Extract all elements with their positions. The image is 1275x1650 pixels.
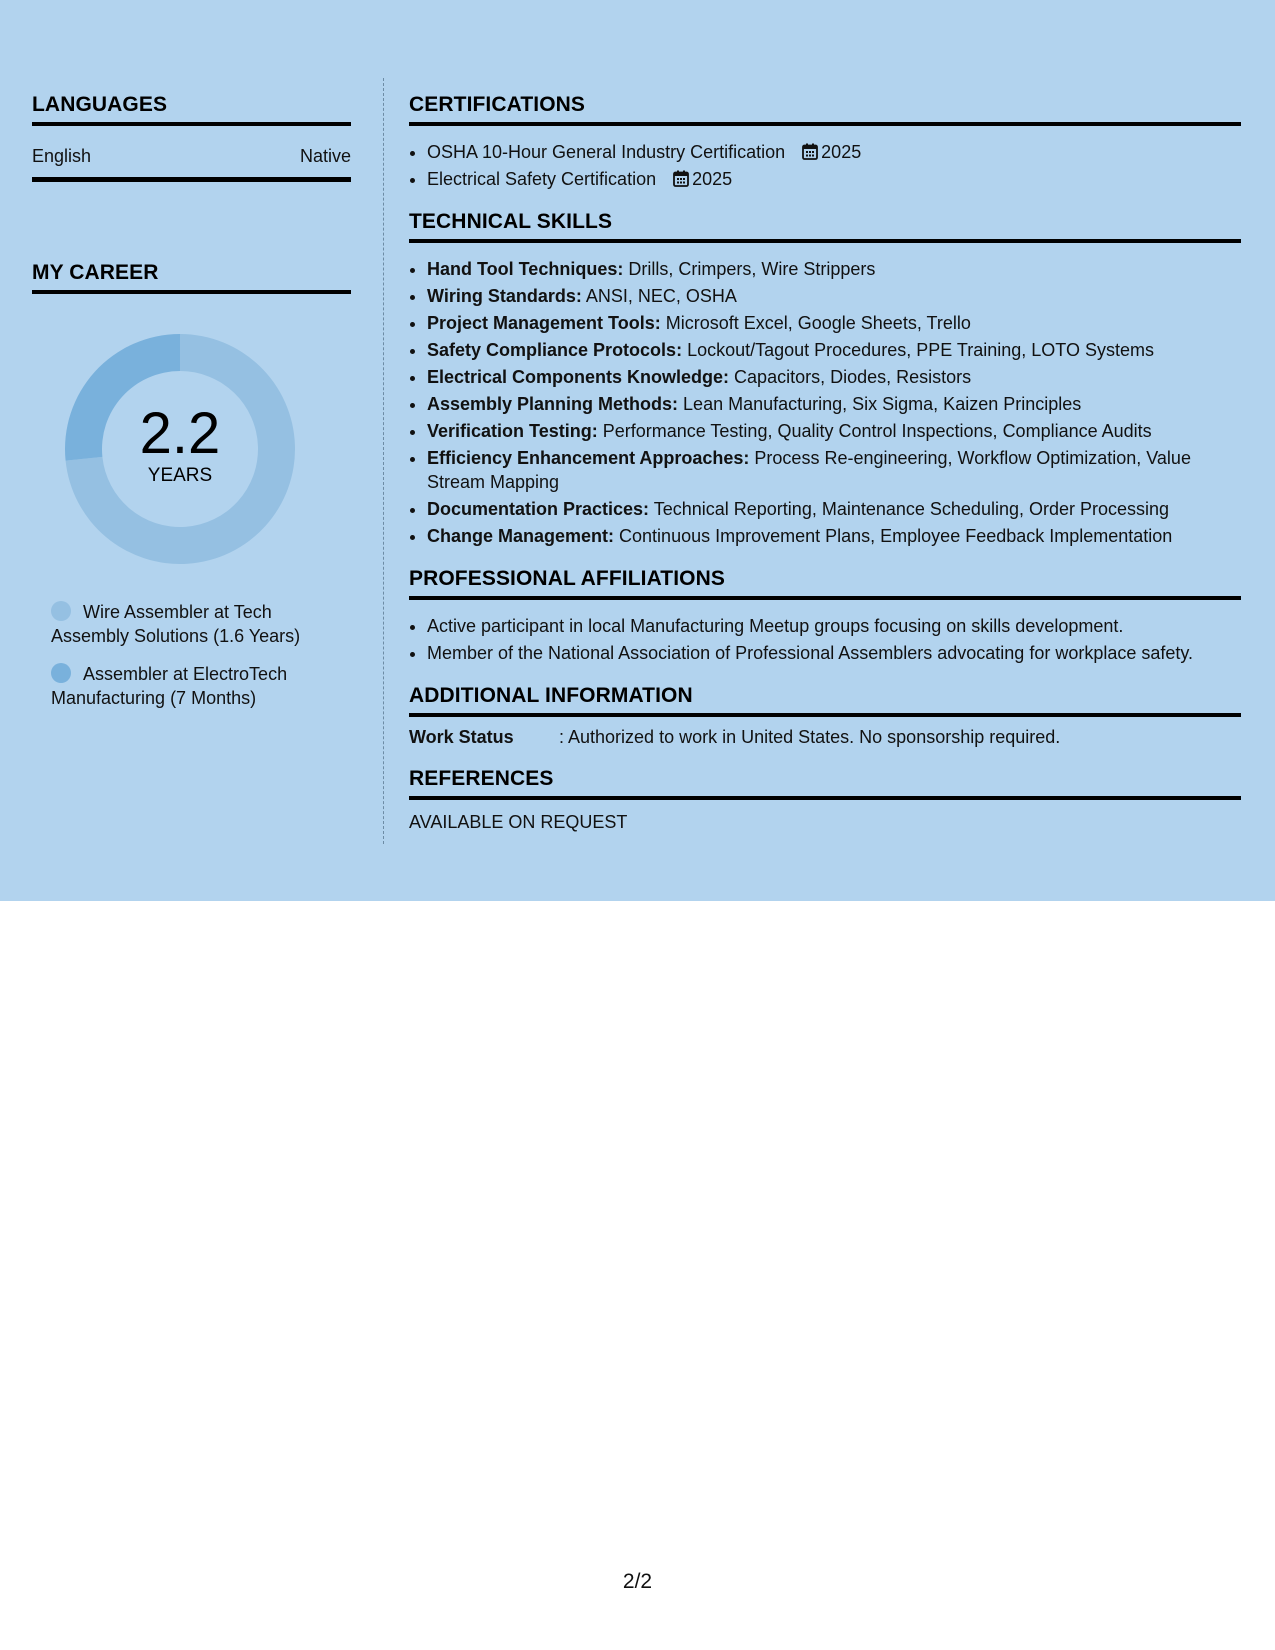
language-level: Native (299, 146, 351, 166)
certifications-heading: CERTIFICATIONS (409, 92, 1241, 126)
skill-value: Performance Testing, Quality Control Inspections, Compliance Audits (597, 421, 1152, 441)
skill-value: Technical Reporting, Maintenance Scheduling, Order Processing (649, 499, 1170, 519)
skill-item (427, 392, 1241, 416)
skill-value: ANSI, NEC, OSHA (581, 286, 737, 306)
career-legend-item (51, 662, 331, 710)
additional-info-heading: ADDITIONAL INFORMATION (409, 683, 1241, 717)
certification-year: 2025 (821, 142, 862, 162)
career-legend-label: Wire Assembler at Tech Assembly Solutions (1.6 Years) (51, 602, 301, 646)
work-status-value: : Authorized to work in United States. No sponsorship required. (559, 727, 1061, 747)
legend-dot-icon (51, 663, 71, 683)
skill-value: Capacitors, Diodes, Resistors (729, 367, 972, 387)
skill-label: Assembly Planning Methods: (427, 394, 679, 414)
skill-item (427, 338, 1241, 362)
skill-label: Electrical Components Knowledge: (427, 367, 730, 387)
affiliation-item: • Member of the National Association of Professional Assemblers advocating for workplace safety. (427, 641, 1241, 665)
skill-label: Project Management Tools: (427, 313, 661, 333)
calendar-icon (802, 143, 818, 160)
legend-dot-icon (51, 601, 71, 621)
skills-list (409, 257, 1241, 548)
language-row (32, 146, 351, 182)
languages-heading: LANGUAGES (32, 92, 351, 126)
skill-value: Continuous Improvement Plans, Employee Feedback Implementation (614, 526, 1173, 546)
certification-item (427, 167, 1241, 191)
skill-item (427, 257, 1241, 281)
certification-year: 2025 (692, 169, 733, 189)
skill-value: Lean Manufacturing, Six Sigma, Kaizen Principles (678, 394, 1082, 414)
skills-heading: TECHNICAL SKILLS (409, 209, 1241, 243)
left-column (32, 92, 351, 724)
skill-label: Wiring Standards: (427, 286, 582, 306)
certification-item (427, 140, 1241, 164)
certification-name: OSHA 10-Hour General Industry Certification (427, 142, 786, 162)
right-column (409, 92, 1241, 833)
skill-item (427, 419, 1241, 443)
work-status-label: Work Status (409, 727, 514, 747)
skill-label: Hand Tool Techniques: (427, 259, 624, 279)
skill-value: Lockout/Tagout Procedures, PPE Training, LOTO Systems (682, 340, 1154, 360)
career-total-value: 2.2 (139, 401, 221, 466)
affiliation-item: • Active participant in local Manufacturing Meetup groups focusing on skills development. (427, 614, 1241, 638)
skill-label: Efficiency Enhancement Approaches: (427, 448, 750, 468)
skill-item (427, 524, 1241, 548)
skill-item (427, 365, 1241, 389)
career-legend (51, 600, 331, 710)
skill-item (427, 311, 1241, 335)
work-status-row (409, 727, 1241, 748)
skill-value: Process Re-engineering, Workflow Optimization, Value Stream Mapping (427, 448, 1191, 492)
affiliations-heading: PROFESSIONAL AFFILIATIONS (409, 566, 1241, 600)
donut-center (65, 334, 295, 564)
certification-name: Electrical Safety Certification (427, 169, 657, 189)
affiliations-list (409, 614, 1241, 665)
career-total-unit: YEARS (147, 465, 213, 486)
references-heading: REFERENCES (409, 766, 1241, 800)
column-divider (383, 78, 384, 844)
skill-item (427, 284, 1241, 308)
skill-label: Documentation Practices: (427, 499, 650, 519)
career-legend-label: Assembler at ElectroTech Manufacturing (7 Months) (51, 664, 288, 708)
skill-label: Verification Testing: (427, 421, 598, 441)
references-text: AVAILABLE ON REQUEST (409, 812, 628, 832)
career-heading: MY CAREER (32, 260, 351, 294)
skill-item (427, 497, 1241, 521)
skill-label: Change Management: (427, 526, 615, 546)
language-name: English (32, 146, 92, 166)
skill-label: Safety Compliance Protocols: (427, 340, 683, 360)
certifications-list (409, 140, 1241, 191)
calendar-icon (673, 170, 689, 187)
skill-value: Drills, Crimpers, Wire Strippers (623, 259, 876, 279)
career-donut-chart (65, 334, 295, 564)
page-number: 2/2 (622, 1570, 653, 1593)
skill-item (427, 446, 1241, 494)
skill-value: Microsoft Excel, Google Sheets, Trello (660, 313, 971, 333)
career-legend-item (51, 600, 331, 648)
